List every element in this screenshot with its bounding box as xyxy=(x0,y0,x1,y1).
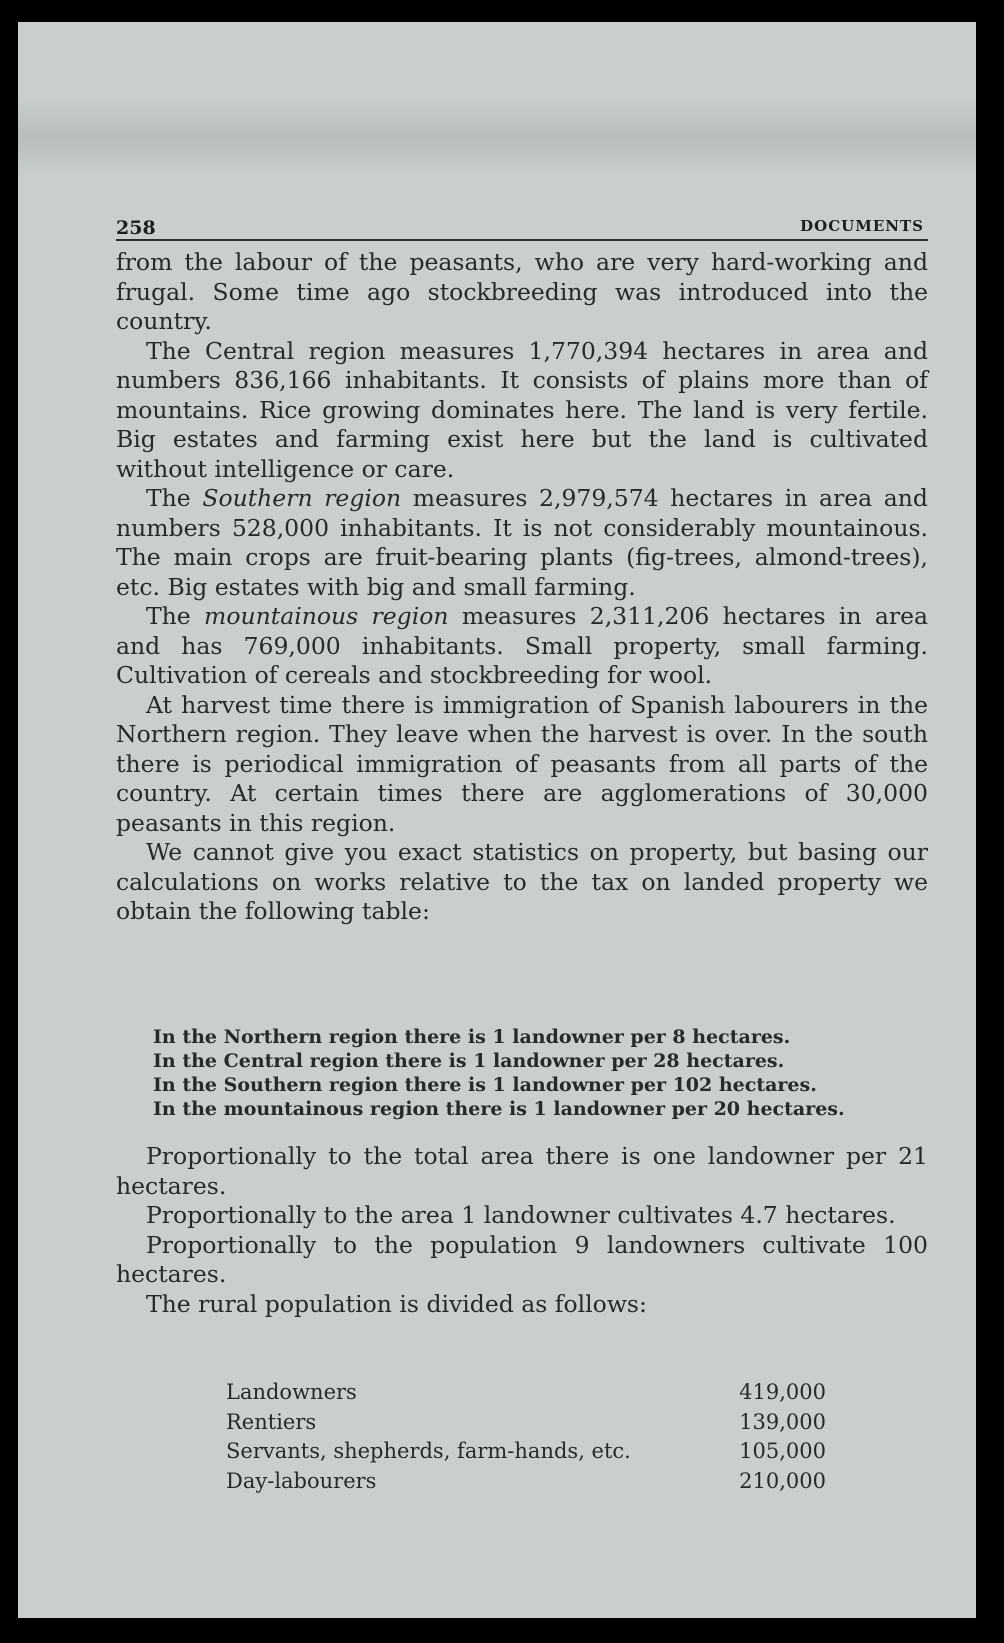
southern-region-term: Southern region xyxy=(202,484,402,512)
paragraph-southern: The Southern region measures 2,979,574 hectares in area and numbers 528,000 inhabitants. It is not considerably mountainous. The main crops are fruit-bearing plants (fig-trees, almond-trees), etc. Big estates with big and small farming. xyxy=(116,484,928,601)
scan-shadow xyxy=(18,97,976,177)
population-label: Day-labourers xyxy=(226,1468,377,1493)
landowner-line: In the Southern region there is 1 landowner per 102 hectares. xyxy=(153,1074,817,1096)
table-row xyxy=(226,1467,826,1497)
landowner-table xyxy=(153,1025,928,1121)
page-header xyxy=(116,199,928,241)
paragraph: The rural population is divided as follows: xyxy=(146,1289,647,1318)
paragraph: The Central region measures 1,770,394 hectares in area and numbers 836,166 inhabitants. It consists of plains more than of mountains. Rice growing dominates here. The land is very fertile. Big estates and farming exist here but the land is cultivated without intelligence or care. xyxy=(116,336,928,483)
population-label: Rentiers xyxy=(226,1409,317,1434)
mountainous-region-term: mountainous region xyxy=(204,602,449,630)
population-value: 139,000 xyxy=(739,1409,826,1434)
table-row xyxy=(226,1437,826,1467)
paragraph: At harvest time there is immigration of Spanish labourers in the Northern region. They leave when the harvest is over. In the south there is periodical immigration of peasants from all parts of the country. At certain times there are agglomerations of 30,000 peasants in this region. xyxy=(116,690,928,837)
running-head: DOCUMENTS xyxy=(800,217,924,235)
population-label: Servants, shepherds, farm-hands, etc. xyxy=(226,1439,631,1463)
table-row xyxy=(226,1378,826,1408)
population-label: Landowners xyxy=(226,1380,357,1404)
paragraph: We cannot give you exact statistics on property, but basing our calculations on works relative to the tax on landed property we obtain the following table: xyxy=(116,838,928,925)
population-value: 419,000 xyxy=(739,1380,826,1404)
population-value: 105,000 xyxy=(739,1439,826,1463)
paragraph-mountainous: The mountainous region measures 2,311,206 hectares in area and has 769,000 inhabitants. Small property, small farming. Cultivation of cereals and stockbreeding for wool. xyxy=(116,602,929,689)
landowner-line: In the Central region there is 1 landowner per 28 hectares. xyxy=(153,1050,785,1072)
population-table xyxy=(226,1378,826,1496)
table-row xyxy=(226,1408,826,1438)
landowner-line: In the mountainous region there is 1 landowner per 20 hectares. xyxy=(153,1098,845,1120)
paragraph: Proportionally to the area 1 landowner cultivates 4.7 hectares. xyxy=(146,1201,896,1229)
landowner-line: In the Northern region there is 1 landowner per 8 hectares. xyxy=(153,1026,791,1048)
population-value: 210,000 xyxy=(739,1468,826,1493)
body-text xyxy=(116,248,928,927)
paragraph: Proportionally to the total area there is one landowner per 21 hectares. xyxy=(116,1142,928,1200)
paragraph: Proportionally to the population 9 landowners cultivate 100 hectares. xyxy=(116,1230,928,1288)
page-number: 258 xyxy=(116,217,156,239)
paragraph: from the labour of the peasants, who are very hard-working and frugal. Some time ago stockbreeding was introduced into the country. xyxy=(116,248,928,335)
document-page xyxy=(18,22,976,1618)
proportions-text xyxy=(116,1142,928,1319)
